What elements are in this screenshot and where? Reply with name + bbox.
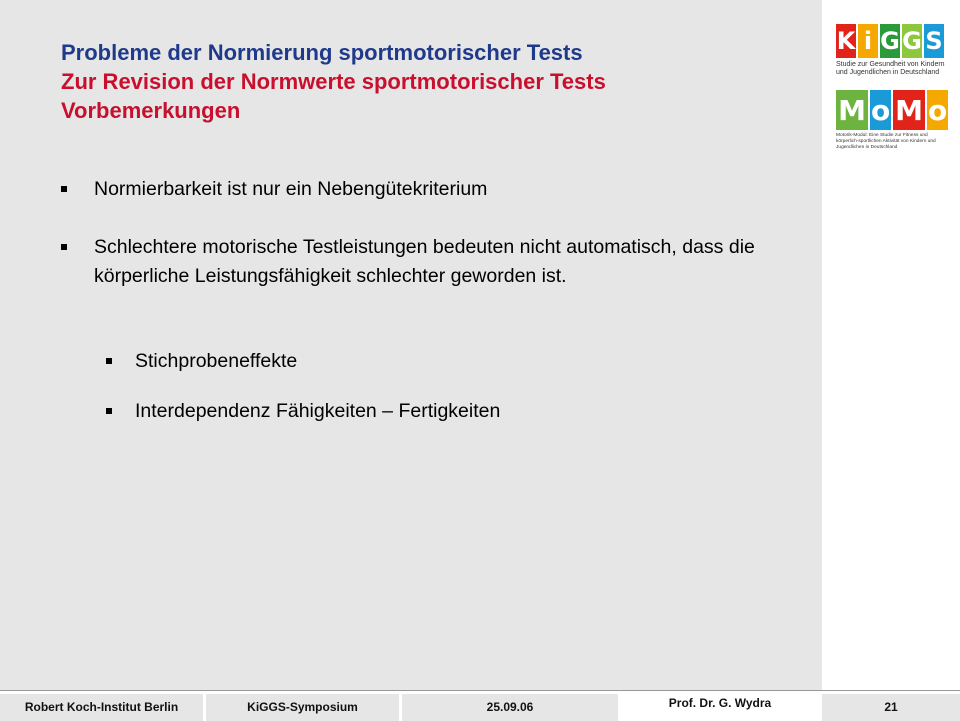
logo-letter-tile: M bbox=[836, 90, 868, 130]
bullet-text: Schlechtere motorische Testleistungen bedeuten nicht automatisch, dass die körperliche Leistungsfähigkeit schlechter geworden ist. bbox=[94, 236, 755, 287]
logo-letter-tile: M bbox=[893, 90, 925, 130]
footer-page-number: 21 bbox=[822, 694, 960, 721]
bullet-marker bbox=[106, 408, 112, 414]
footer-institute: Robert Koch-Institut Berlin bbox=[0, 694, 203, 721]
footer-event: KiGGS-Symposium bbox=[206, 694, 399, 721]
bullet-item bbox=[61, 175, 781, 204]
footer-author: Prof. Dr. G. Wydra bbox=[621, 691, 819, 718]
logo-letter-tile: i bbox=[858, 24, 878, 58]
slide-title bbox=[61, 38, 801, 125]
logo-letter-tile: G bbox=[902, 24, 922, 58]
momo-logo bbox=[836, 90, 948, 151]
sub-bullet-item bbox=[106, 347, 766, 376]
title-line-3: Vorbemerkungen bbox=[61, 98, 241, 123]
logo-letter-tile: o bbox=[927, 90, 948, 130]
sub-bullet-item bbox=[106, 397, 766, 426]
bullet-item bbox=[61, 233, 781, 291]
kiggs-logo-letters bbox=[836, 24, 946, 58]
sub-bullet-text: Interdependenz Fähigkeiten – Fertigkeiten bbox=[135, 400, 501, 422]
slide-footer bbox=[0, 690, 960, 721]
logo-letter-tile: o bbox=[870, 90, 891, 130]
footer-date: 25.09.06 bbox=[402, 694, 618, 721]
momo-logo-subtitle: Motorik-Modul: Eine Studie zur Fitness und körperlich-sportlichen Aktivität von Kindern und Jugendlichen in Deutschland bbox=[836, 133, 936, 150]
momo-logo-letters bbox=[836, 90, 948, 130]
bullet-marker bbox=[61, 186, 67, 192]
logo-letter-tile: K bbox=[836, 24, 856, 58]
title-line-1: Probleme der Normierung sportmotorischer Tests bbox=[61, 40, 583, 65]
bullet-marker bbox=[106, 358, 112, 364]
title-line-2: Zur Revision der Normwerte sportmotorischer Tests bbox=[61, 69, 606, 94]
logo-letter-tile: S bbox=[924, 24, 944, 58]
logo-letter-tile: G bbox=[880, 24, 900, 58]
bullet-marker bbox=[61, 244, 67, 250]
kiggs-logo-subtitle: Studie zur Gesundheit von Kindern und Jugendlichen in Deutschland bbox=[836, 61, 945, 76]
sub-bullet-text: Stichprobeneffekte bbox=[135, 350, 298, 372]
kiggs-logo bbox=[836, 24, 946, 77]
bullet-text: Normierbarkeit ist nur ein Nebengütekriterium bbox=[94, 178, 488, 200]
